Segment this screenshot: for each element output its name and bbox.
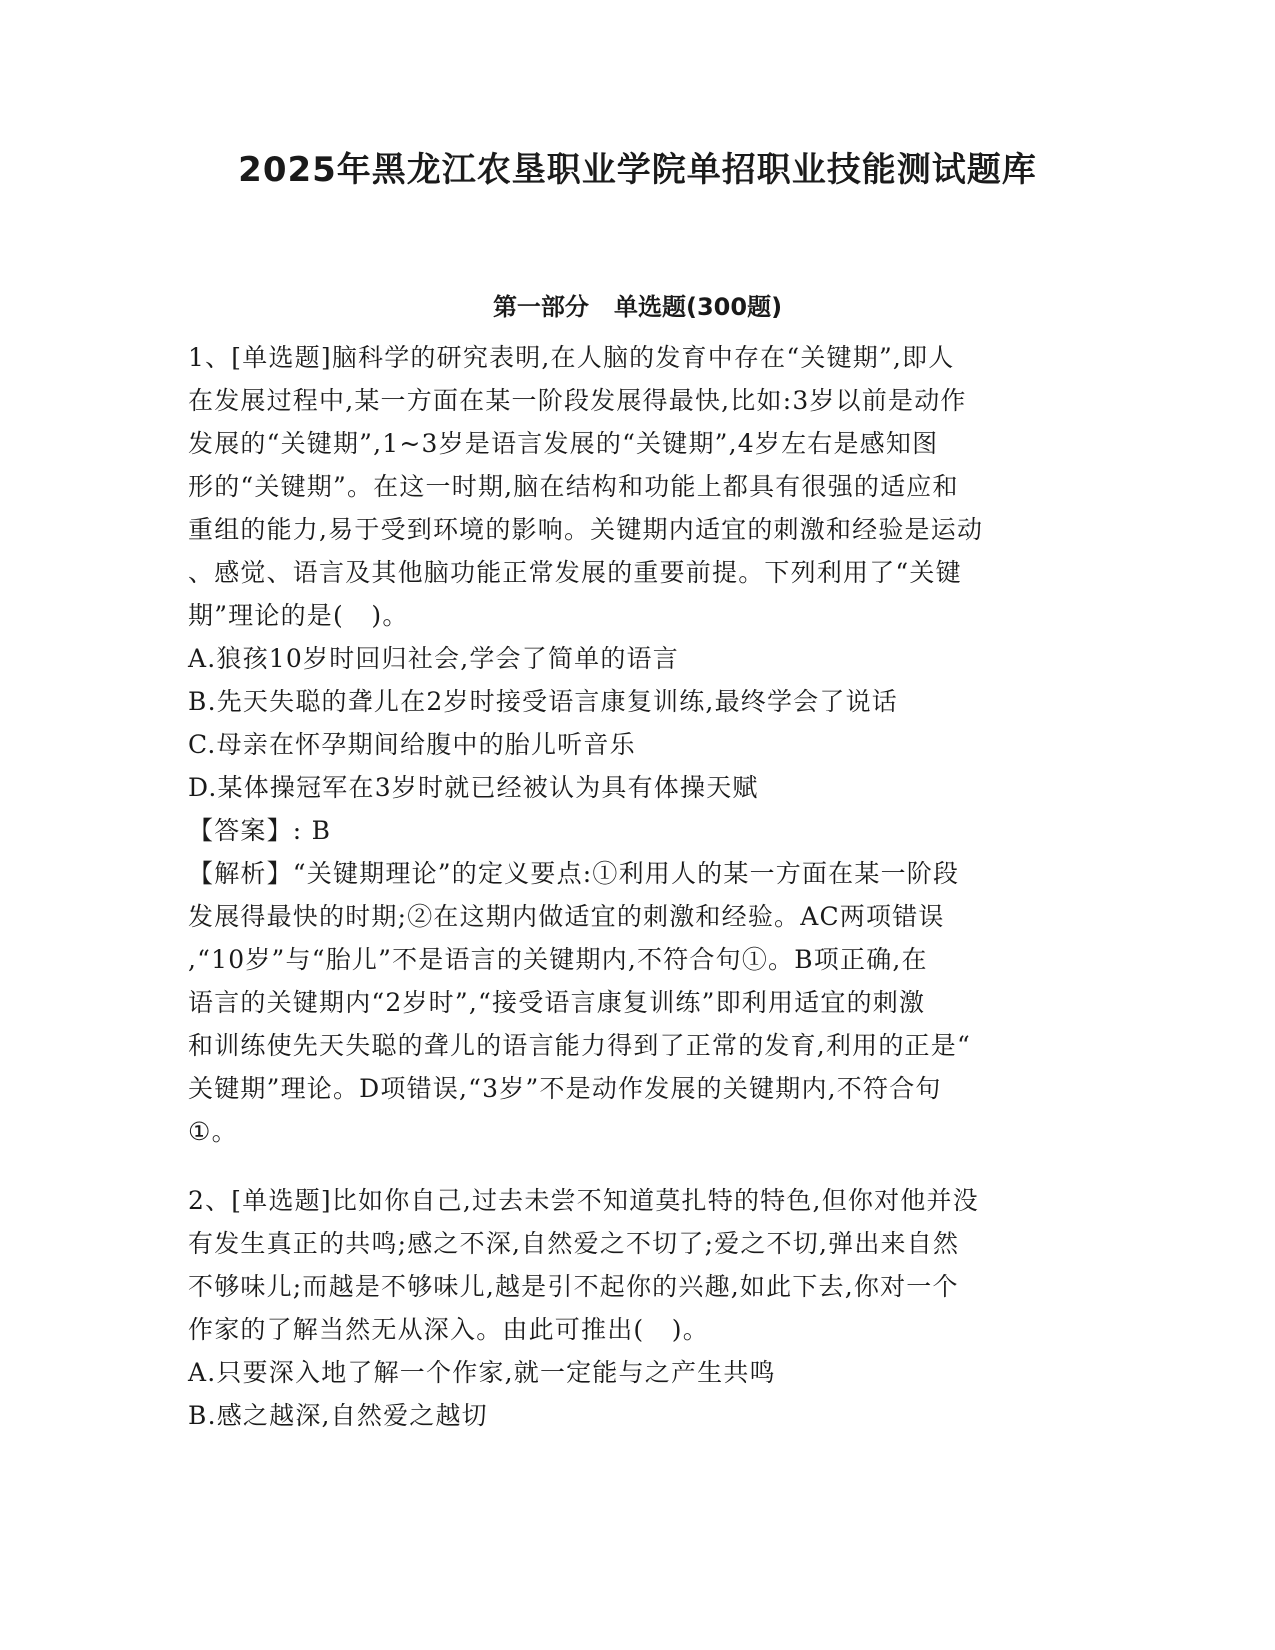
question-1: [188, 336, 1088, 1153]
question-stem-line: 重组的能力,易于受到环境的影响。关键期内适宜的刺激和经验是运动: [188, 515, 984, 544]
analysis-line: ①。: [188, 1117, 238, 1146]
analysis-line: 关键期”理论。D项错误,“3岁”不是动作发展的关键期内,不符合句: [188, 1074, 942, 1103]
question-stem-line: 作家的了解当然无从深入。由此可推出( )。: [188, 1315, 709, 1344]
question-stem-line: 期”理论的是( )。: [188, 601, 409, 630]
question-stem-line: 、感觉、语言及其他脑功能正常发展的重要前提。下列利用了“关键: [188, 558, 962, 587]
option-d: D.某体操冠军在3岁时就已经被认为具有体操天赋: [188, 773, 759, 802]
option-b: B.先天失聪的聋儿在2岁时接受语言康复训练,最终学会了说话: [188, 687, 898, 716]
document-title: 2025年黑龙江农垦职业学院单招职业技能测试题库: [238, 150, 1037, 190]
question-stem-line: 在发展过程中,某一方面在某一阶段发展得最快,比如:3岁以前是动作: [188, 386, 967, 415]
analysis-line: 【解析】“关键期理论”的定义要点:①利用人的某一方面在某一阶段: [188, 859, 960, 888]
option-b: B.感之越深,自然爱之越切: [188, 1401, 488, 1430]
question-stem-line: 发展的“关键期”,1~3岁是语言发展的“关键期”,4岁左右是感知图: [188, 429, 939, 458]
analysis-line: 语言的关键期内“2岁时”,“接受语言康复训练”即利用适宜的刺激: [188, 988, 926, 1017]
section-heading: 第一部分 单选题(300题): [492, 293, 783, 321]
option-a: A.狼孩10岁时回归社会,学会了简单的语言: [188, 644, 679, 673]
question-stem-line: 2、[单选题]比如你自己,过去未尝不知道莫扎特的特色,但你对他并没: [188, 1186, 979, 1215]
question-stem-line: 有发生真正的共鸣;感之不深,自然爱之不切了;爱之不切,弹出来自然: [188, 1229, 960, 1258]
question-stem-line: 形的“关键期”。在这一时期,脑在结构和功能上都具有很强的适应和: [188, 472, 959, 501]
answer-line: 【答案】: B: [188, 816, 332, 845]
option-c: C.母亲在怀孕期间给腹中的胎儿听音乐: [188, 730, 636, 759]
question-2: [188, 1179, 1088, 1437]
question-stem-line: 1、[单选题]脑科学的研究表明,在人脑的发育中存在“关键期”,即人: [188, 343, 955, 372]
analysis-line: 发展得最快的时期;②在这期内做适宜的刺激和经验。AC两项错误: [188, 902, 945, 931]
analysis-line: 和训练使先天失聪的聋儿的语言能力得到了正常的发育,利用的正是“: [188, 1031, 971, 1060]
analysis-line: ,“10岁”与“胎儿”不是语言的关键期内,不符合句①。B项正确,在: [188, 945, 928, 974]
question-stem-line: 不够味儿;而越是不够味儿,越是引不起你的兴趣,如此下去,你对一个: [188, 1272, 959, 1301]
option-a: A.只要深入地了解一个作家,就一定能与之产生共鸣: [188, 1358, 776, 1387]
